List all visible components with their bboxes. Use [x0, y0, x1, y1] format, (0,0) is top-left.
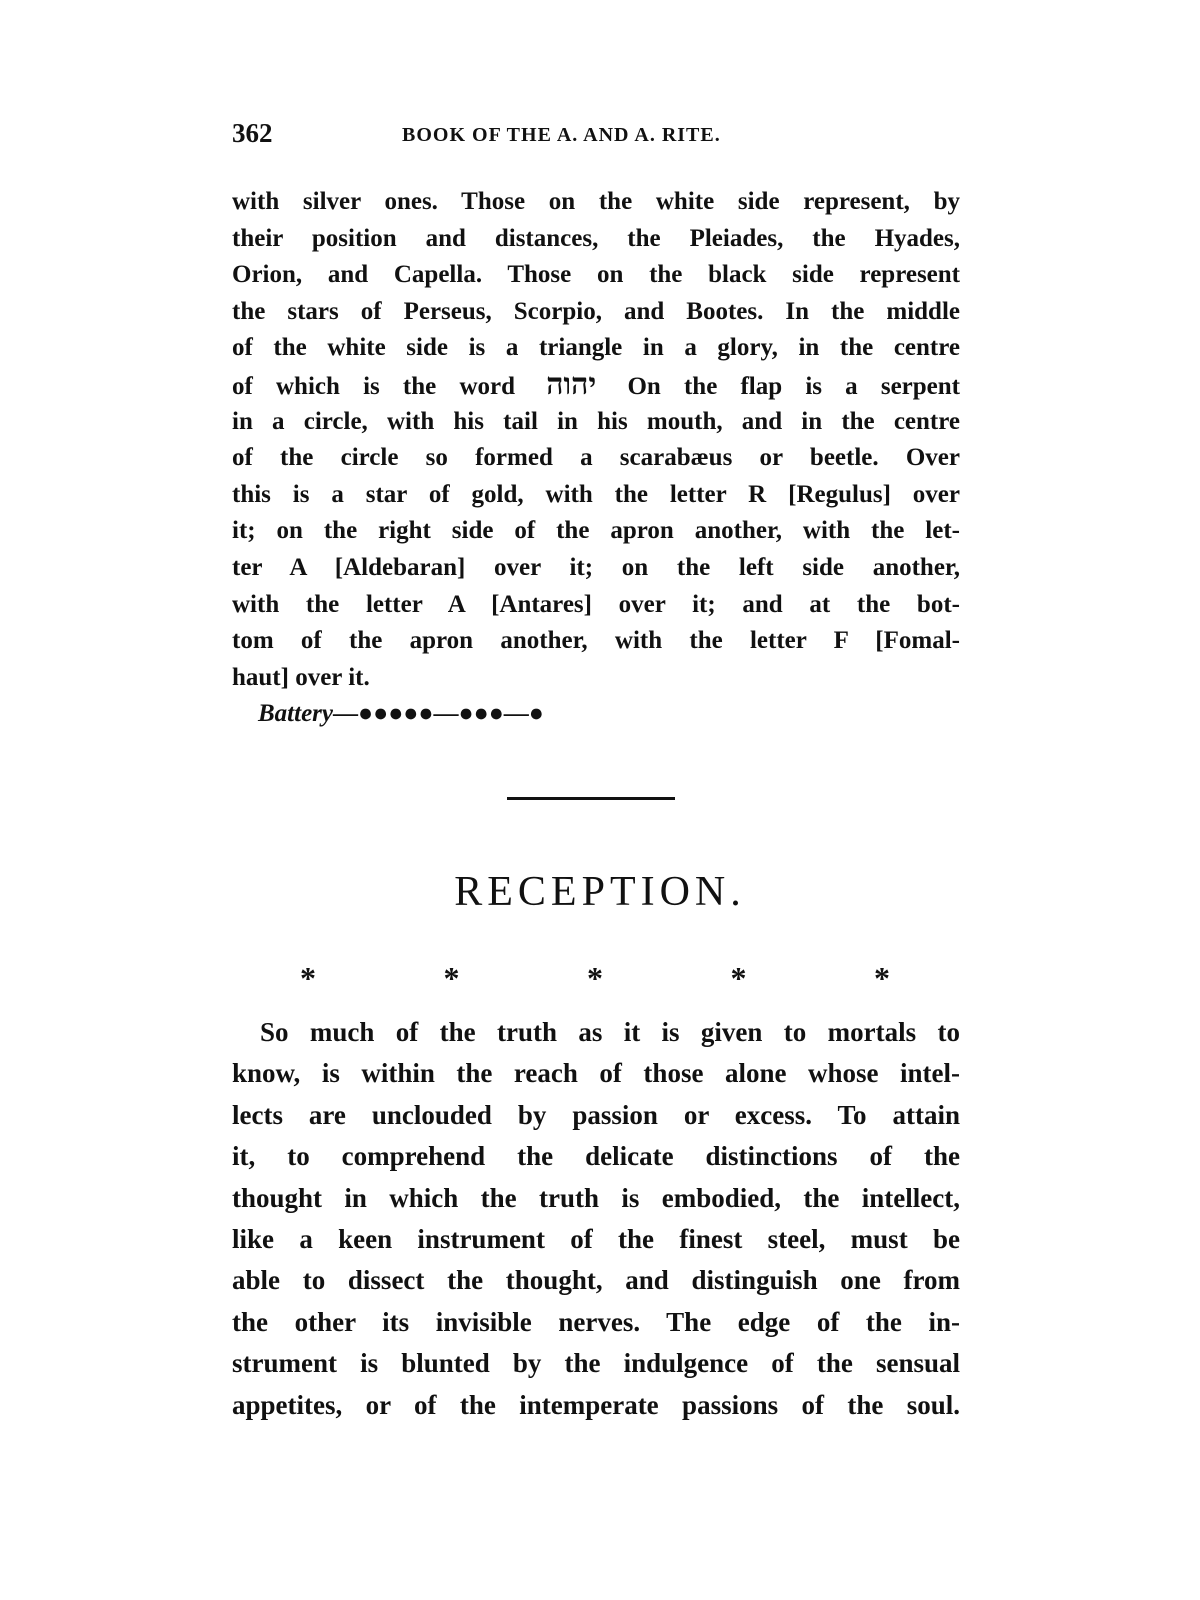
text-line: this is a star of gold, with the letter R [Regulus] over — [232, 480, 960, 508]
section-divider — [507, 797, 675, 800]
text-line: haut] over it. — [232, 663, 370, 691]
battery-pattern: —●●●●●—●●●—● — [333, 700, 544, 727]
text-line: the stars of Perseus, Scorpio, and Bootes. In the middle — [232, 297, 960, 325]
text-segment: of which is the word — [232, 372, 515, 400]
text-segment: On the flap is a serpent — [627, 372, 961, 400]
hebrew-word: יהוה — [546, 366, 597, 402]
asterisk: * — [730, 960, 747, 996]
text-line: their position and distances, the Pleiades, the Hyades, — [232, 224, 960, 252]
reception-paragraph — [232, 1012, 960, 1426]
text-line: it, to comprehend the delicate distinctions of the — [232, 1141, 960, 1172]
text-line: ter A [Aldebaran] over it; on the left side another, — [232, 553, 960, 581]
text-line: the other its invisible nerves. The edge of the in- — [232, 1306, 960, 1337]
asterisk: * — [587, 960, 603, 996]
asterisk: * — [874, 960, 890, 996]
text-line: lects are unclouded by passion or excess. To attain — [232, 1099, 960, 1130]
apron-description-paragraph — [232, 184, 960, 696]
section-title: RECEPTION. — [454, 869, 746, 915]
running-head — [232, 118, 960, 158]
text-line: of the white side is a triangle in a glory, in the centre — [232, 334, 960, 362]
text-line: able to dissect the thought, and distinguish one from — [232, 1265, 960, 1296]
text-line: know, is within the reach of those alone whose intel- — [232, 1058, 960, 1089]
text-line: in a circle, with his tail in his mouth, and in the centre — [232, 407, 960, 435]
asterisk: * — [443, 960, 460, 996]
battery-line — [258, 700, 544, 728]
text-line: of the circle so formed a scarabæus or beetle. Over — [232, 444, 960, 472]
text-line: Orion, and Capella. Those on the black side represent — [232, 261, 960, 289]
running-title: BOOK OF THE A. AND A. RITE. — [402, 124, 721, 146]
page-number: 362 — [232, 118, 273, 148]
battery-label: Battery — [258, 700, 333, 727]
text-line: like a keen instrument of the finest steel, must be — [232, 1223, 960, 1254]
text-line-with-hebrew — [232, 367, 960, 404]
asterism-row — [300, 960, 890, 997]
text-line: it; on the right side of the apron another, with the let- — [232, 517, 960, 545]
text-line: with silver ones. Those on the white side represent, by — [232, 188, 960, 215]
text-line: thought in which the truth is embodied, the intellect, — [232, 1182, 960, 1213]
text-line: tom of the apron another, with the letter F [Fomal- — [232, 627, 960, 655]
text-line: with the letter A [Antares] over it; and at the bot- — [232, 590, 960, 618]
text-line: appetites, or of the intemperate passions of the soul. — [232, 1389, 960, 1420]
asterisk: * — [300, 960, 316, 996]
text-line: strument is blunted by the indulgence of the sensual — [232, 1348, 960, 1379]
text-line: So much of the truth as it is given to mortals to — [260, 1017, 960, 1047]
